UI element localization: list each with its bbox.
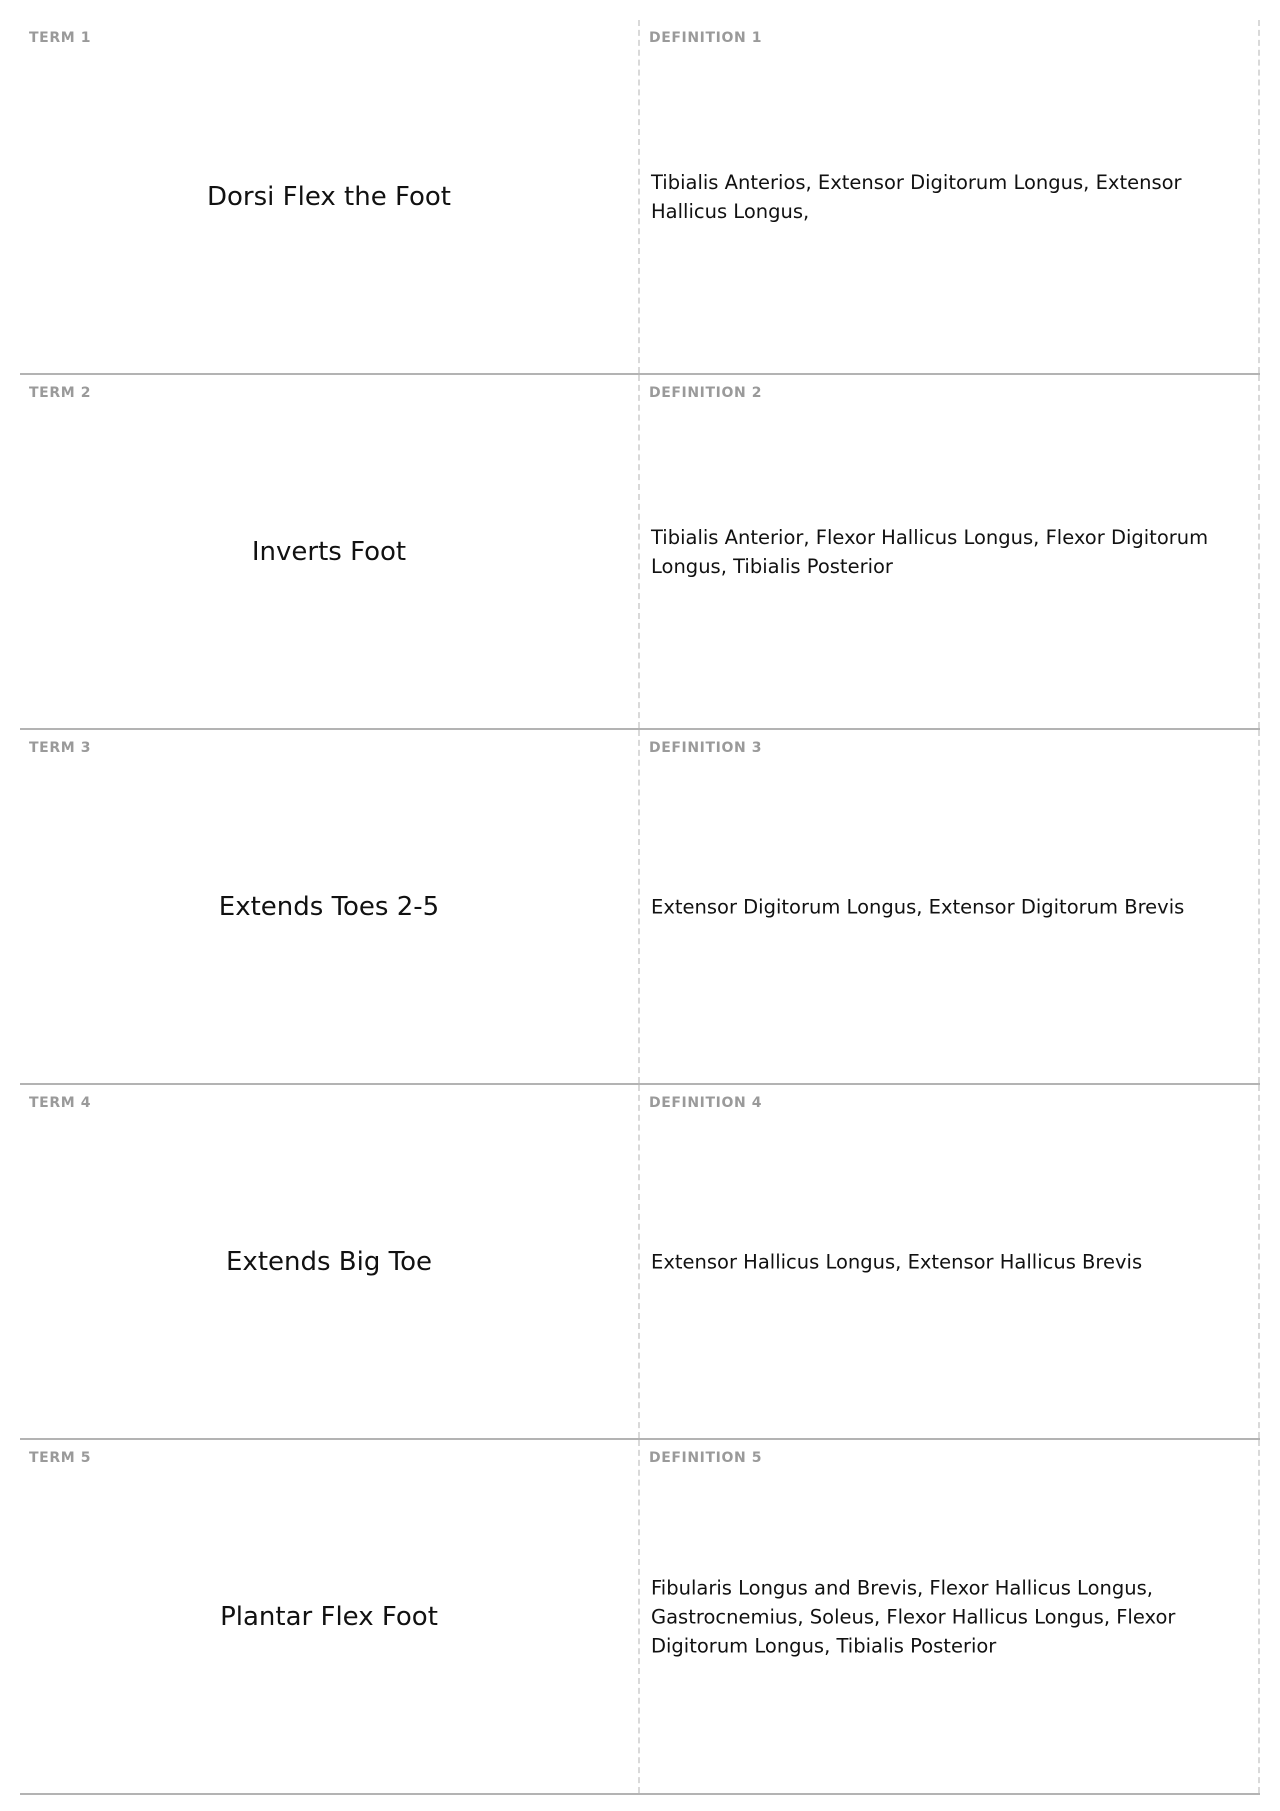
term-text: Dorsi Flex the Foot [207,181,451,212]
definition-label: DEFINITION 5 [649,1450,763,1466]
definition-cell [640,1440,1260,1793]
definition-cell [640,730,1260,1083]
term-cell [20,20,640,373]
definition-text: Tibialis Anterios, Extensor Digitorum Longus, Extensor Hallicus Longus, [651,170,1182,223]
definition-label: DEFINITION 3 [649,740,763,756]
term-cell [20,375,640,728]
term-label: TERM 1 [29,30,92,46]
term-text: Plantar Flex Foot [220,1601,438,1632]
definition-label: DEFINITION 2 [649,385,763,401]
term-cell [20,1085,640,1438]
flashcard-row [20,20,1260,375]
definition-cell [640,375,1260,728]
definition-cell [640,20,1260,373]
term-text: Inverts Foot [251,536,407,567]
term-label: TERM 5 [29,1450,92,1466]
term-text: Extends Big Toe [226,1246,432,1277]
term-text: Extends Toes 2-5 [218,891,440,922]
flashcard-sheet [20,20,1260,1795]
flashcard-row [20,1440,1260,1795]
term-label: TERM 3 [29,740,92,756]
term-label: TERM 2 [29,385,92,401]
term-cell [20,1440,640,1793]
flashcard-row [20,730,1260,1085]
term-label: TERM 4 [29,1095,92,1111]
definition-label: DEFINITION 1 [649,30,763,46]
term-cell [20,730,640,1083]
definition-text: Tibialis Anterior, Flexor Hallicus Longus, Flexor Digitorum Longus, Tibialis Posterior [651,525,1209,578]
definition-text: Extensor Digitorum Longus, Extensor Digitorum Brevis [651,895,1185,918]
definition-cell [640,1085,1260,1438]
flashcard-row [20,1085,1260,1440]
definition-text: Extensor Hallicus Longus, Extensor Hallicus Brevis [651,1250,1143,1273]
flashcard-row [20,375,1260,730]
definition-label: DEFINITION 4 [649,1095,763,1111]
definition-text: Fibularis Longus and Brevis, Flexor Hallicus Longus, Gastrocnemius, Soleus, Flexor Hallicus Longus, Flexor Digitorum Longus, Tibialis Posterior [651,1576,1176,1657]
